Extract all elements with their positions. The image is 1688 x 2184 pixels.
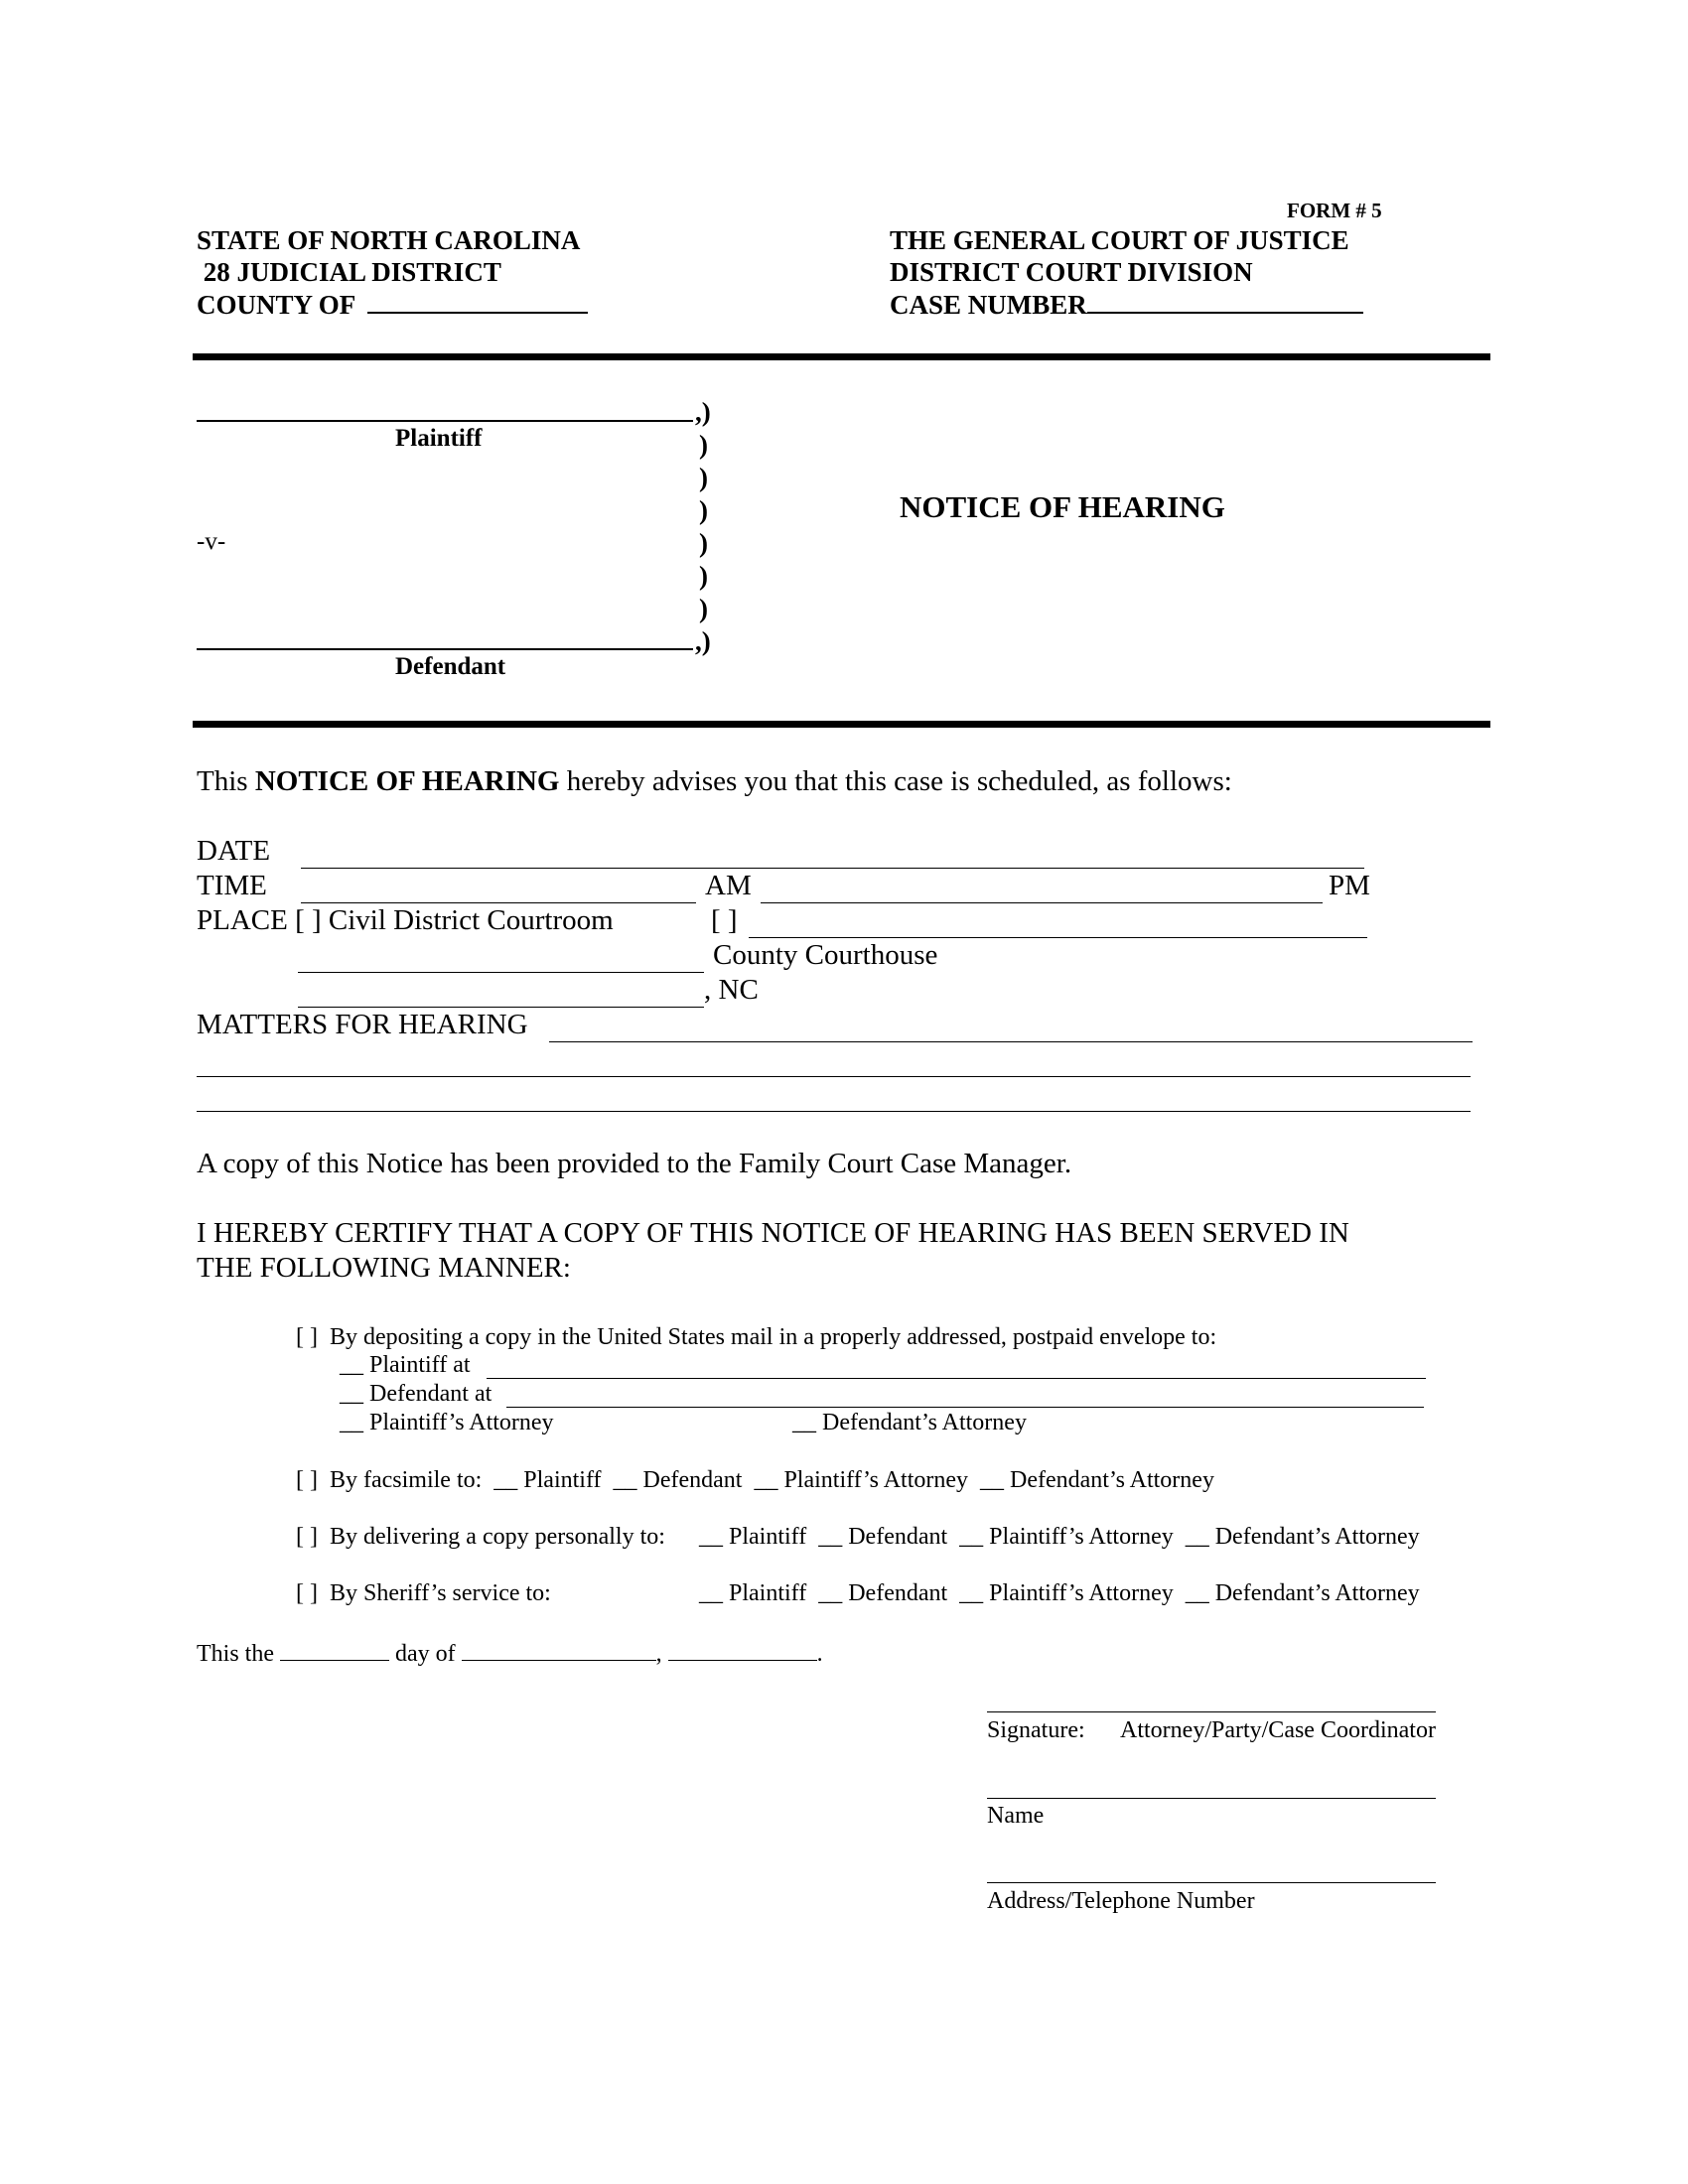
place-alt-checkbox[interactable]: [ ]: [711, 904, 738, 936]
mail-plaintiffs-attorney[interactable]: __ Plaintiff’s Attorney: [340, 1410, 554, 1435]
nc-label: , NC: [704, 974, 759, 1006]
document-title: NOTICE OF HEARING: [900, 489, 1225, 524]
header-division: DISTRICT COURT DIVISION: [890, 257, 1253, 287]
place-alt-field[interactable]: [749, 937, 1367, 938]
county-name-field[interactable]: [298, 972, 704, 973]
signature-field[interactable]: [987, 1711, 1436, 1712]
service-sheriff-option[interactable]: [ ] By Sheriff’s service to:: [296, 1580, 551, 1606]
plaintiff-label: Plaintiff: [395, 425, 483, 452]
defendant-address-field[interactable]: [506, 1407, 1424, 1408]
matters-field-line-2[interactable]: [197, 1076, 1471, 1077]
header-district: 28 JUDICIAL DISTRICT: [197, 257, 501, 287]
bottom-divider: [193, 721, 1490, 728]
notice-intro: [197, 765, 1232, 798]
dated-period: .: [816, 1641, 823, 1667]
versus-label: -v-: [197, 528, 226, 555]
case-number-label: CASE NUMBER: [890, 290, 1087, 320]
county-field[interactable]: [367, 288, 588, 314]
caption-paren: ,): [695, 397, 711, 427]
year-field[interactable]: [668, 1638, 817, 1661]
month-field[interactable]: [462, 1638, 656, 1661]
name-label: Name: [987, 1803, 1045, 1829]
top-divider: [193, 353, 1490, 360]
caption-paren: ): [699, 528, 708, 558]
caption-paren: ,): [695, 626, 711, 656]
am-label: AM: [705, 870, 752, 901]
header-case-number: [890, 288, 1363, 321]
copy-note: A copy of this Notice has been provided to the Family Court Case Manager.: [197, 1148, 1072, 1179]
name-field[interactable]: [987, 1798, 1436, 1799]
caption-paren: ): [699, 594, 708, 623]
pm-label: PM: [1329, 870, 1370, 901]
mail-defendant-at[interactable]: __ Defendant at: [340, 1381, 492, 1407]
plaintiff-name-line[interactable]: [197, 420, 693, 422]
plaintiff-address-field[interactable]: [487, 1378, 1426, 1379]
form-number: FORM # 5: [1287, 199, 1382, 222]
this-the-label: This the: [197, 1641, 274, 1667]
intro-suffix: hereby advises you that this case is scheduled, as follows:: [559, 765, 1232, 797]
caption-paren: ): [699, 495, 708, 525]
address-field[interactable]: [987, 1882, 1436, 1883]
sheriff-parties[interactable]: __ Plaintiff __ Defendant __ Plaintiff’s Attorney __ Defendant’s Attorney: [699, 1580, 1420, 1606]
service-mail-option[interactable]: [ ] By depositing a copy in the United States mail in a properly addressed, postpaid envelope to:: [296, 1324, 1217, 1350]
matters-field-line-3[interactable]: [197, 1111, 1471, 1112]
matters-field[interactable]: [549, 1041, 1473, 1042]
caption-paren: ): [699, 561, 708, 591]
certify-line-2: THE FOLLOWING MANNER:: [197, 1252, 571, 1284]
certify-line-1: I HEREBY CERTIFY THAT A COPY OF THIS NOTICE OF HEARING HAS BEEN SERVED IN: [197, 1217, 1349, 1249]
matters-label: MATTERS FOR HEARING: [197, 1009, 528, 1040]
personal-parties[interactable]: __ Plaintiff __ Defendant __ Plaintiff’s Attorney __ Defendant’s Attorney: [699, 1524, 1420, 1550]
dated-line: [197, 1638, 823, 1668]
date-label: DATE: [197, 835, 271, 867]
county-label: COUNTY OF: [197, 290, 355, 320]
caption-paren: ): [699, 430, 708, 460]
dated-comma: ,: [655, 1641, 662, 1667]
defendant-name-line[interactable]: [197, 648, 693, 650]
place-civil-courtroom[interactable]: PLACE [ ] Civil District Courtroom: [197, 904, 614, 936]
signature-role: Attorney/Party/Case Coordinator: [1120, 1717, 1436, 1743]
header-court: THE GENERAL COURT OF JUSTICE: [890, 225, 1349, 255]
signature-label: Signature:: [987, 1717, 1085, 1743]
case-number-field[interactable]: [1087, 288, 1363, 314]
service-personal-option[interactable]: [ ] By delivering a copy personally to:: [296, 1524, 665, 1550]
defendant-label: Defendant: [395, 653, 506, 680]
county-courthouse-label: County Courthouse: [713, 939, 938, 971]
mail-plaintiff-at[interactable]: __ Plaintiff at: [340, 1352, 471, 1378]
address-label: Address/Telephone Number: [987, 1888, 1255, 1914]
day-field[interactable]: [280, 1638, 389, 1661]
time-label: TIME: [197, 870, 267, 901]
mail-defendants-attorney[interactable]: __ Defendant’s Attorney: [792, 1410, 1027, 1435]
intro-prefix: This: [197, 765, 255, 797]
city-field[interactable]: [298, 1007, 704, 1008]
intro-bold: NOTICE OF HEARING: [254, 765, 560, 797]
header-county: [197, 288, 588, 321]
day-of-label: day of: [395, 1641, 456, 1667]
time-pm-field[interactable]: [761, 902, 1323, 903]
service-fax-option[interactable]: [ ] By facsimile to: __ Plaintiff __ Defendant __ Plaintiff’s Attorney __ Defendant’s Attorney: [296, 1467, 1214, 1493]
date-field[interactable]: [301, 868, 1364, 869]
header-state: STATE OF NORTH CAROLINA: [197, 225, 581, 255]
time-am-field[interactable]: [301, 902, 696, 903]
caption-paren: ): [699, 463, 708, 492]
